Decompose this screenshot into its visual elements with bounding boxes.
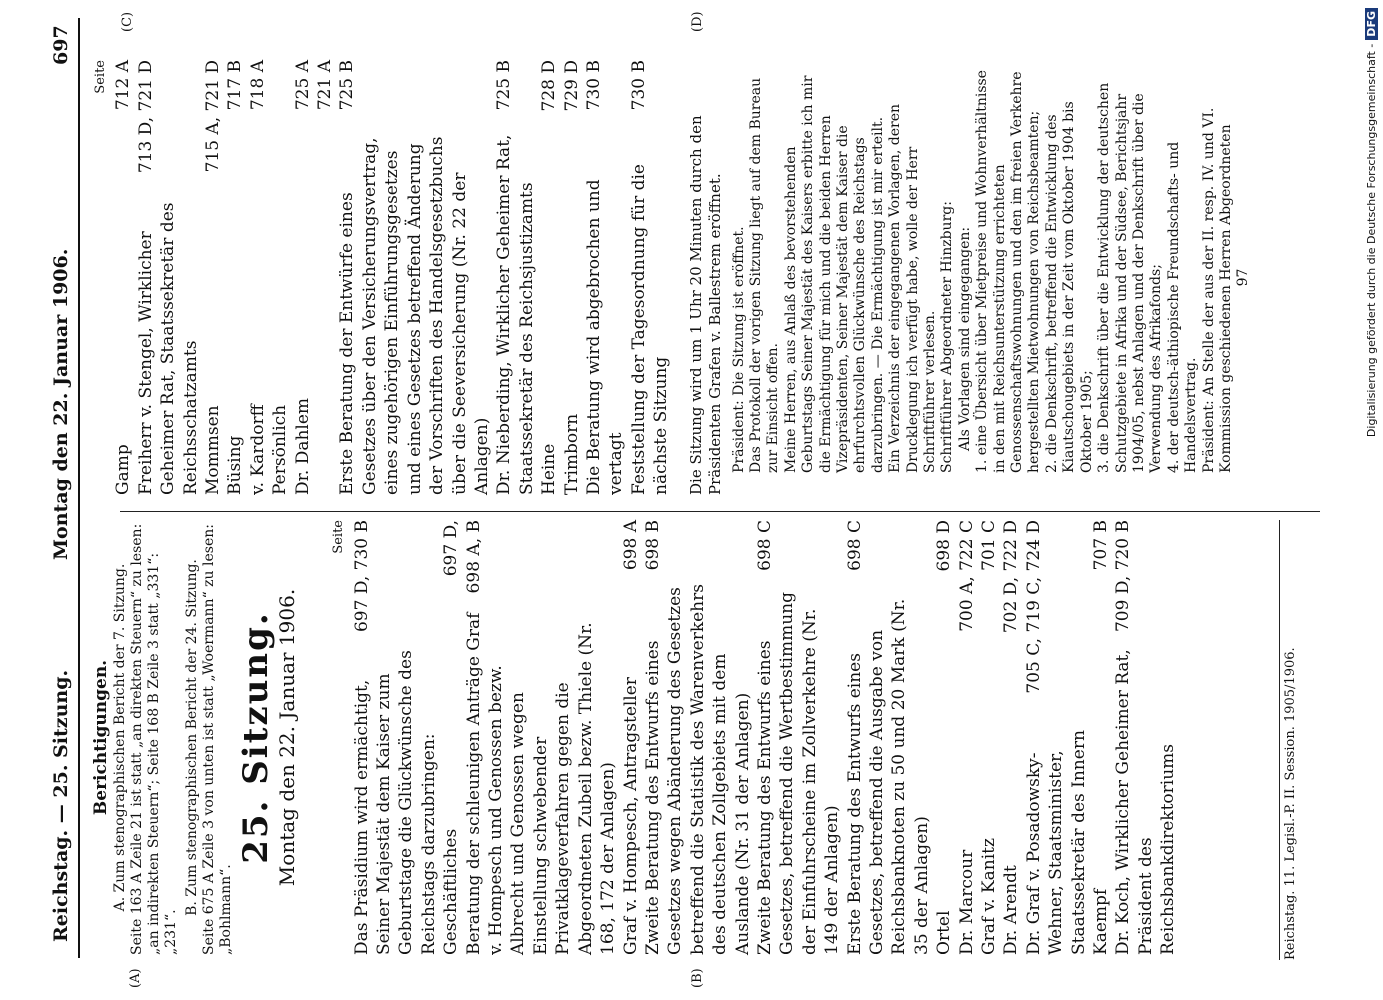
toc-entry-ref: 730 B [583,60,604,111]
page-number: 697 [50,25,72,65]
toc-entry-text: Büsing [225,435,246,495]
toc-entry-ref: 712 A [113,60,134,111]
toc-entry-ref: 698 D [934,520,955,572]
toc-entry [933,520,955,955]
toc-entry-text: Ortel [934,910,955,955]
toc-entry-ref: 697 D, [441,520,462,577]
toc-entry-text: Beratung der schleunigen Anträge Graf v. Hompesch und Genossen bezw. Albrecht und Genossen wegen Einstellung schwebender Privatklageverfahren gegen die Abgeordneten Zubeil bezw. Thiele (Nr. 168, 172 der Anlagen) [463,612,619,955]
toc-entry [247,60,269,495]
toc-entry-ref [269,60,291,66]
toc-entry-ref: 698 B [642,520,663,571]
toc-entry-text: Erste Beratung des Entwurfs eines Gesetzes, betreffend die Ausgabe von Reichsbanknoten zu 50 und 20 Mark (Nr. 35 der Anlagen) [844,598,932,955]
toc-entry [224,60,246,495]
berichtigung-a-title: A. Zum stenographischen Bericht der 7. Sitzung. [112,563,129,912]
toc-entry-text: Dr. Koch, Wirklicher Geheimer Rat, Präsident des Reichsbankdirektoriums [1113,649,1179,955]
margin-marker-d: (D) [690,11,705,32]
seite-label-right: Seite [93,60,108,94]
toc-entry-text: Gamp [113,444,134,495]
toc-entry [754,520,844,955]
header-left: Reichstag. — 25. Sitzung. [50,669,72,942]
toc-entry-ref: 701 C [979,520,999,571]
toc-entry-text: Das Präsidium wird ermächtigt, Seiner Majestät dem Kaiser zum Geburtstage die Glückwünsche des Reichstags darzubringen: [351,650,439,955]
toc-entry-ref: 700 A, 722 C [956,520,977,632]
dfg-logo: DFG [1365,8,1378,40]
toc-entry-text: Dr. Marcour [956,849,977,955]
berichtigung-b-text: Seite 675 A Zeile 3 von unten ist statt „Woermann“ zu lesen: „Bohlmann“. [201,524,235,955]
toc-entry-text: Trimborn [561,413,582,495]
dfg-credit: Digitalisierung gefördert durch die Deutsche Forschungsgemeinschaft - [1364,43,1378,438]
toc-entry [538,60,560,495]
toc-entry-ref: 698 A, B [463,520,484,594]
toc-entry-text: Feststellung der Tagesordnung für die nächste Sitzung [628,164,672,495]
toc-entry-ref: 725 B [494,60,515,111]
sheet-number: 97 [1235,268,1252,287]
page-header [50,0,74,1000]
proceedings [731,60,1253,495]
toc-entry-text: Graf v. Hompesch, Antragsteller [620,677,641,955]
toc-entry-text: Dr. Graf v. Posadowsky-Wehner, Staatsminister, Staatssekretär des Innern [1023,730,1089,955]
toc-entry [269,60,291,495]
toc-entry-ref: 698 C [754,520,775,571]
toc-entry [583,60,628,495]
margin-marker-b: (B) [690,968,705,988]
vorlage-item: 4. der deutsch-äthiopische Freundschafts- und Handelsvertrag. [1165,141,1200,473]
left-column [90,520,1180,955]
toc-entry-ref: 705 C, 719 C, 724 D [1023,520,1044,694]
toc-entry-text: Erste Beratung der Entwürfe eines Gesetzes über den Versicherungsvertrag, eines zugehörigen Einführungsgesetzes und eines Gesetzes betreffend Änderung der Vorschriften des Handelsgesetzbuchs über die Seeversicherung (Nr. 22 der Anlagen) [337,136,492,495]
right-toc [112,60,672,495]
sitzung-date: Montag den 22. Januar 1906. [274,588,299,887]
toc-entry-ref: 718 A [247,60,268,111]
vorlagen-intro: Als Vorlagen sind eingegangen: [956,226,973,451]
toc-entry [978,520,1000,955]
toc-entry-text: Zweite Beratung des Entwurfs eines Gesetzes wegen Abänderung des Gesetzes betreffend die Statistik des Warenverkehrs des deutschen Zollgebiets mit dem Auslande (Nr. 31 der Anlagen) [642,584,753,955]
toc-entry [202,60,224,495]
berichtigung-b-title: B. Zum stenographischen Bericht der 24. Sitzung. [184,559,201,916]
toc-entry [620,520,642,955]
toc-entry-text: Dr. Arendt [1001,865,1022,955]
toc-entry [336,60,493,495]
toc-entry-text: Kaempf [1091,888,1112,955]
toc-entry-ref: 715 A, 721 D [203,60,224,173]
toc-entry [463,520,620,955]
toc-entry-text: Geschäftliches [441,828,462,955]
vorlage-item: 1. eine Übersicht über Mietpreise und Wohnverhältnisse in den mit Reichsunterstützung errichteten Genossenschaftswohnungen und den im freien Verkehre hergestellten Mietwohnungen von Reichsbeamten; [974,70,1043,473]
toc-entry [112,60,134,495]
toc-entry-text: Dr. Nieberding, Wirklicher Geheimer Rat, Staatssekretär des Reichsjustizamts [494,134,537,495]
toc-entry [956,520,978,955]
toc-entry [1090,520,1112,955]
toc-entry-ref: 698 C [844,520,865,571]
dfg-sidebar [1360,8,1382,998]
seite-label-left: Seite [331,520,347,554]
toc-entry [493,60,538,495]
toc-entry [440,520,462,955]
toc-entry-ref: 717 B [225,60,246,111]
toc-entry-ref: 725 B [337,60,358,111]
left-toc [351,520,1180,955]
vorlagen-list [974,60,1200,495]
toc-entry-text: Freiherr v. Stengel, Wirklicher Geheimer Rat, Staatssekretär des Reichsschatzamts [135,202,201,495]
margin-marker-c: (C) [120,11,135,32]
toc-entry [351,520,441,955]
toc-entry [1000,520,1022,955]
toc-entry [314,60,336,495]
vorlage-item: 3. die Denkschrift über die Entwicklung der deutschen Schutzgebiete in Afrika und der Südsee, Berichtsjahr 1904/05, nebst Anlagen und der Denkschrift über die Verwendung des Afrikafonds; [1096,82,1165,473]
berichtigungen-title: Berichtigungen. [91,659,111,816]
toc-entry-ref: 697 D, 730 B [351,520,372,633]
toc-entry [844,520,934,955]
toc-entry [1112,520,1179,955]
sitzung-title: 25. Sitzung. [236,611,277,864]
toc-entry [292,60,314,495]
header-rule [78,18,80,958]
president-opening: Präsident: Die Sitzung ist eröffnet. [730,226,747,473]
toc-entry-text: Persönlich [270,404,291,495]
protocol-note: Das Protokoll der vorigen Sitzung liegt auf dem Bureau zur Einsicht offen. [747,77,782,473]
toc-entry [1023,520,1090,955]
toc-entry [135,60,202,495]
toc-entry-ref: 698 A [620,520,641,571]
toc-entry-ref: 713 D, 721 D [135,60,156,174]
column-divider [120,511,1320,512]
toc-entry-text: Dr. Dahlem [292,397,313,495]
toc-entry-ref: 730 B [628,60,649,111]
toc-entry-ref: 729 D [561,60,582,112]
toc-entry-text: Heine [539,443,560,495]
toc-entry [561,60,583,495]
vorlagen-note: Ein Verzeichnis der eingegangenen Vorlagen, deren Drucklegung ich verfügt habe, wolle der Herr Schriftführer verlesen. [887,103,939,473]
toc-entry-ref: 721 A [315,60,336,111]
toc-entry-ref: 707 B [1091,520,1112,571]
opening-text: Die Sitzung wird um 1 Uhr 20 Minuten durch den Präsidenten Grafen v. Ballestrem eröffnet. [686,115,724,495]
margin-marker-a: (A) [128,968,143,988]
toc-entry-ref: 728 D [539,60,560,112]
toc-entry-text: Graf v. Kanitz [979,838,999,955]
toc-entry [628,60,673,495]
toc-entry-ref: 725 A [292,60,313,111]
vorlage-item: 2. die Denkschrift, betreffend die Entwicklung des Kiautschougebiets in der Zeit vom Oktober 1904 bis Oktober 1905; [1043,101,1095,473]
toc-entry-text: Die Beratung wird abgebrochen und vertagt [583,179,627,495]
berichtigung-a-text: Seite 163 A Zeile 21 ist statt „an direkten Steuern“ zu lesen: „an indirekten Steuern“; Seite 168 B Zeile 3 statt „331“: „231“. [129,523,180,955]
birthday-note: Meine Herren, aus Anlaß des bevorstehenden Geburtstags Seiner Majestät des Kaisers erbitte ich mir die Ermächtigung für mich und die beiden Herren Vizepräsidenten, Seiner Majestät dem Kaiser die ehrfurchtsvollen Glückwünsche des Reichstags darzubringen. — Die Ermächtigung ist mir erteilt. [782,75,886,473]
toc-entry-ref: 709 D, 720 B [1113,520,1134,633]
toc-entry-text: v. Kardorff [247,404,268,495]
toc-entry [642,520,754,955]
toc-entry-text: Zweite Beratung des Entwurfs eines Gesetzes, betreffend die Wertbestimmung der Einfuhrscheine im Zollverkehre (Nr. 149 der Anlagen) [754,592,843,955]
header-center: Montag den 22. Januar 1906. [50,248,72,560]
right-column [90,60,1253,495]
toc-entry-ref: 702 D, 722 D [1001,520,1022,634]
toc-entry-text: Mommsen [203,405,224,495]
page-footer: Reichstag. 11. Legisl.-P. II. Session. 1905/1906. [1279,520,1298,960]
schriftfuehrer: Schriftführer Abgeordneter Hinzburg: [939,201,956,473]
president-kommission: Präsident: An Stelle der aus der II. resp. IV. und VI. Kommission geschiedenen Herren Abgeordneten [1200,107,1234,473]
